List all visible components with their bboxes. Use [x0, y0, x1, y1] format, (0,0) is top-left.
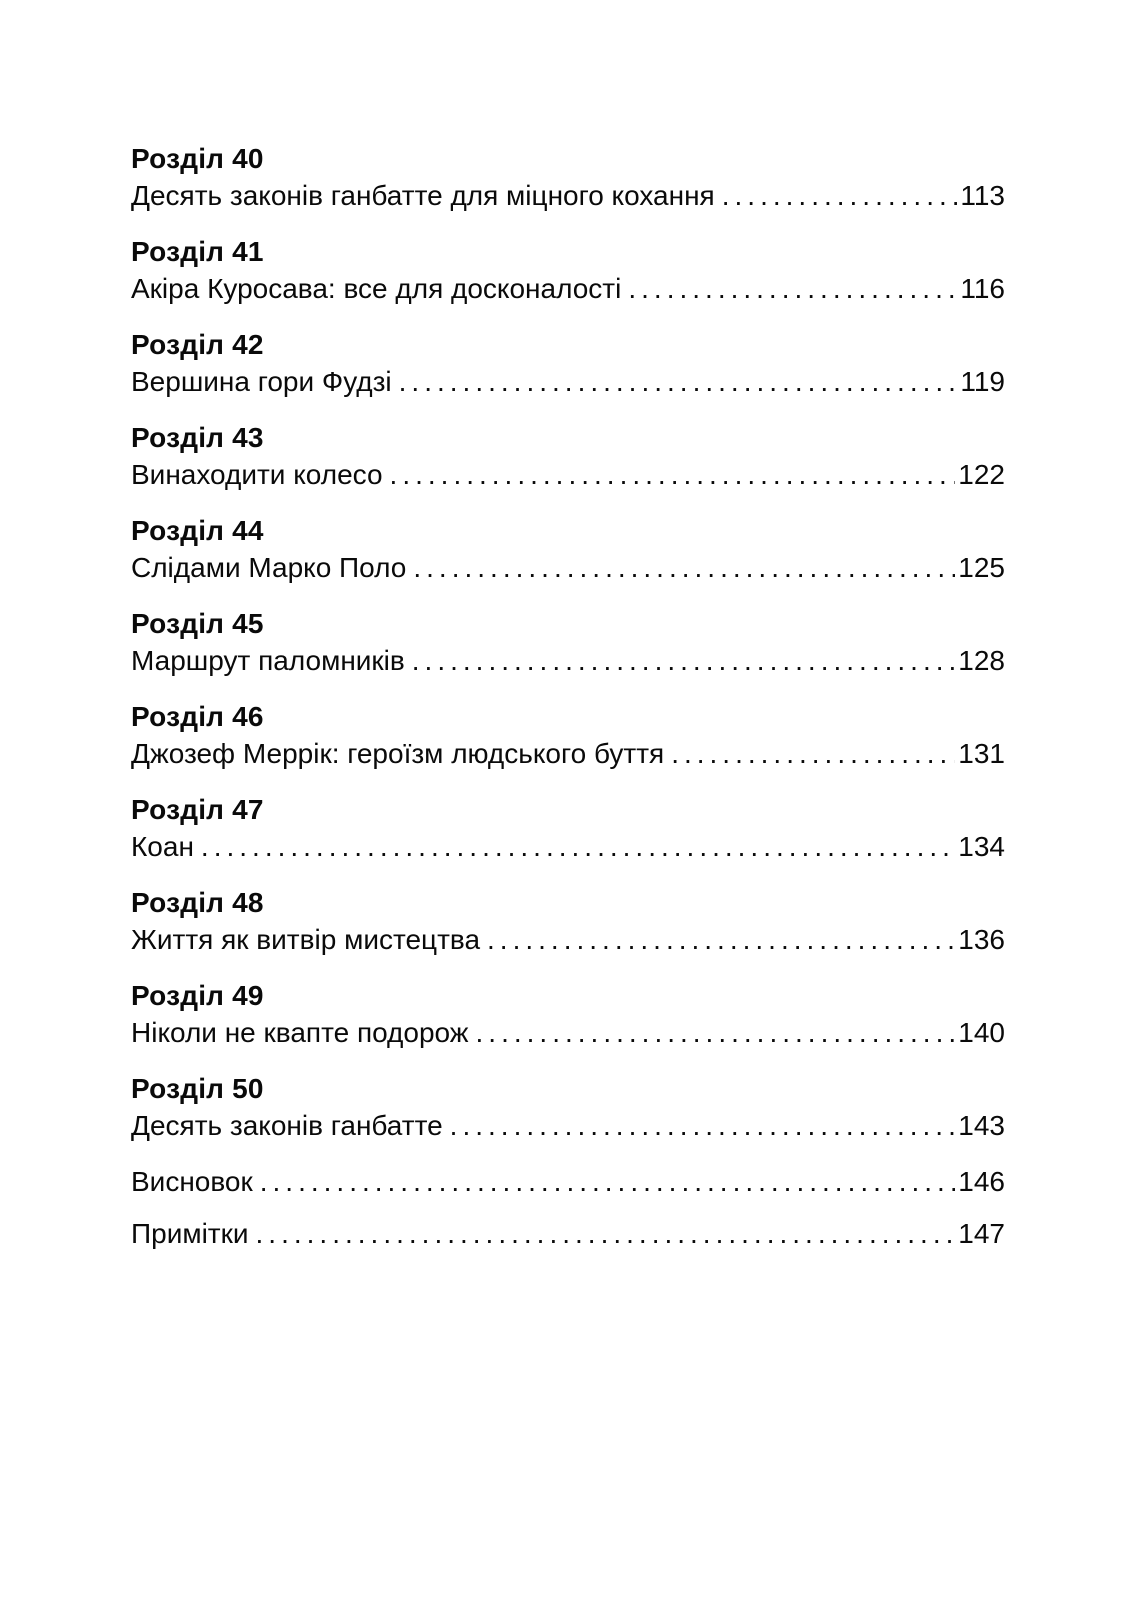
dot-leader	[628, 270, 957, 307]
dot-leader	[450, 1107, 956, 1144]
page-number: 147	[958, 1218, 1005, 1249]
toc-entry	[131, 326, 1005, 400]
chapter-title: Маршрут паломників	[131, 645, 405, 676]
dot-leader	[487, 921, 955, 958]
toc-row	[131, 270, 1005, 307]
chapter-title: Джозеф Меррік: героїзм людського буття	[131, 738, 665, 769]
chapter-heading: Розділ 45	[131, 608, 264, 639]
toc-row	[131, 828, 1005, 865]
page-number: 146	[958, 1166, 1005, 1197]
dot-leader	[399, 363, 958, 400]
toc-row	[131, 456, 1005, 493]
toc-row	[131, 177, 1005, 214]
toc-row-conclusion	[131, 1163, 1005, 1200]
chapter-heading: Розділ 47	[131, 794, 264, 825]
toc-entry	[131, 233, 1005, 307]
dot-leader	[390, 456, 956, 493]
toc-entry	[131, 605, 1005, 679]
dot-leader	[722, 177, 958, 214]
page-number: 116	[960, 273, 1005, 304]
toc-row	[131, 363, 1005, 400]
chapter-heading: Розділ 46	[131, 701, 264, 732]
toc-entry	[131, 884, 1005, 958]
toc-entry	[131, 1070, 1005, 1144]
chapter-title: Життя як витвір мистецтва	[131, 924, 481, 955]
chapter-heading: Розділ 44	[131, 515, 264, 546]
dot-leader	[413, 549, 955, 586]
page-number: 134	[958, 831, 1005, 862]
chapter-title: Десять законів ганбатте для міцного кохання	[131, 180, 715, 211]
toc-row	[131, 549, 1005, 586]
toc-row	[131, 735, 1005, 772]
toc-row	[131, 1107, 1005, 1144]
page-number: 125	[958, 552, 1005, 583]
toc-row	[131, 921, 1005, 958]
page-number: 119	[960, 366, 1005, 397]
page-number: 143	[958, 1110, 1005, 1141]
dot-leader	[412, 642, 956, 679]
toc-entry	[131, 140, 1005, 214]
toc-entry	[131, 698, 1005, 772]
toc-entry	[131, 791, 1005, 865]
toc-entry	[131, 977, 1005, 1051]
page-number: 136	[958, 924, 1005, 955]
chapter-title: Вершина гори Фудзі	[131, 366, 392, 397]
page-number: 122	[958, 459, 1005, 490]
section-title: Висновок	[131, 1166, 253, 1197]
chapter-heading: Розділ 49	[131, 980, 264, 1011]
chapter-title: Коан	[131, 831, 194, 862]
chapter-heading: Розділ 48	[131, 887, 264, 918]
page-number: 113	[960, 180, 1005, 211]
toc-entry	[131, 419, 1005, 493]
chapter-heading: Розділ 43	[131, 422, 264, 453]
dot-leader	[671, 735, 955, 772]
chapter-heading: Розділ 50	[131, 1073, 264, 1104]
dot-leader	[260, 1163, 956, 1200]
page-number: 128	[958, 645, 1005, 676]
dot-leader	[201, 828, 955, 865]
chapter-title: Винаходити колесо	[131, 459, 383, 490]
dot-leader	[256, 1215, 956, 1252]
chapter-heading: Розділ 42	[131, 329, 264, 360]
toc-row	[131, 1014, 1005, 1051]
chapter-heading: Розділ 41	[131, 236, 264, 267]
toc-entry	[131, 512, 1005, 586]
toc-row	[131, 642, 1005, 679]
toc-row-notes	[131, 1215, 1005, 1252]
chapter-title: Десять законів ганбатте	[131, 1110, 443, 1141]
chapter-title: Ніколи не квапте подорож	[131, 1017, 469, 1048]
page-number: 131	[958, 738, 1005, 769]
section-title: Примітки	[131, 1218, 249, 1249]
dot-leader	[476, 1014, 956, 1051]
chapter-heading: Розділ 40	[131, 143, 264, 174]
chapter-title: Слідами Марко Поло	[131, 552, 407, 583]
chapter-title: Акіра Куросава: все для досконалості	[131, 273, 622, 304]
page-number: 140	[958, 1017, 1005, 1048]
table-of-contents	[131, 140, 1005, 1267]
